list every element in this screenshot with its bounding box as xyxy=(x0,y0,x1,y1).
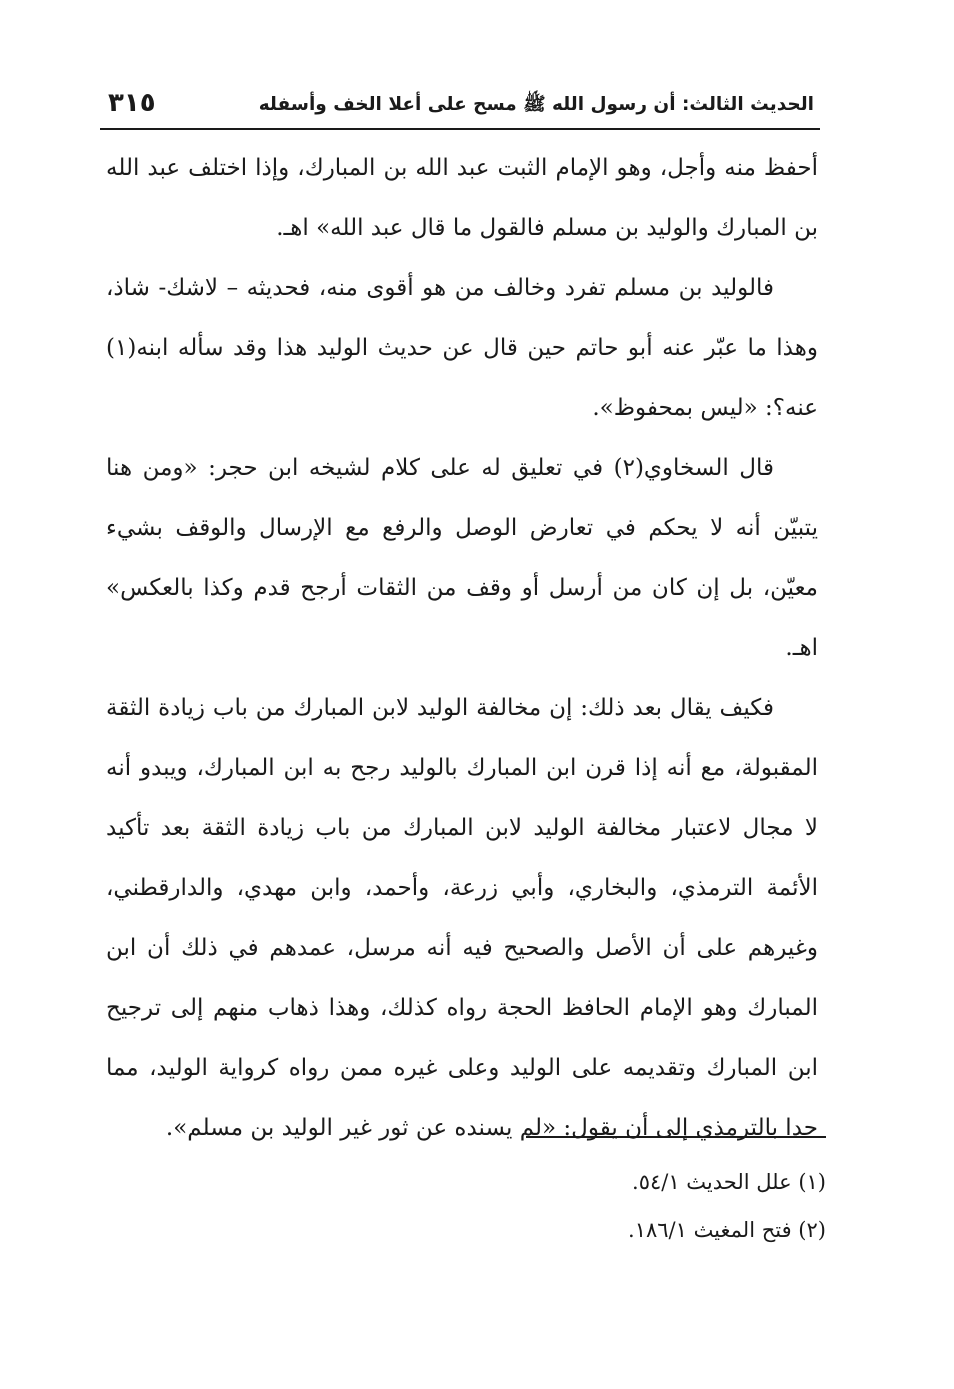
header-title: الحديث الثالث: أن رسول الله ﷺ مسح على أعلا الخف وأسفله xyxy=(258,94,814,115)
page-number: ٣١٥ xyxy=(108,88,156,118)
paragraph-2: فالوليد بن مسلم تفرد وخالف من هو أقوى منه، فحديثه – لاشك- شاذ، وهذا ما عبّر عنه أبو حاتم حين قال عن حديث الوليد هذا وقد سأله ابنه(١) عنه؟: «ليس بمحفوظ». xyxy=(106,275,818,421)
paragraph-3: قال السخاوي(٢) في تعليق له على كلام لشيخه ابن حجر: «ومن هنا يتبيّن أنه لا يحكم في تعارض الوصل والرفع مع الإرسال والوقف بشيء معيّن، بل إن كان من أرسل أو وقف من الثقات أرجح قدم وكذا بالعكس» اهـ. xyxy=(106,455,818,661)
footnote-separator xyxy=(526,1136,826,1138)
paragraph-1: أحفظ منه وأجل، وهو الإمام الثبت عبد الله بن المبارك، وإذا اختلف عبد الله بن المبارك والوليد بن مسلم فالقول ما قال عبد الله» اهـ. xyxy=(106,155,818,241)
paragraph-4: فكيف يقال بعد ذلك: إن مخالفة الوليد لابن المبارك من باب زيادة الثقة المقبولة، مع أنه إذا قرن ابن المبارك بالوليد رجح به ابن المبارك، ويبدو أنه لا مجال لاعتبار مخالفة الوليد لابن المبارك من باب زيادة الثقة بعد تأكيد الأئمة الترمذي، والبخاري، وأبي زرعة، وأحمد، وابن مهدي، والدارقطني، وغيرهم على أن الأصل والصحيح فيه أنه مرسل، عمدهم في ذلك أن ابن المبارك وهو الإمام الحافظ الحجة رواه كذلك، وهذا ذهاب منهم إلى ترجيح ابن المبارك وتقديمه على الوليد وعلى غيره ممن رواه كرواية الوليد، مما حدا بالترمذي إلى أن يقول: «لم يسنده عن ثور غير الوليد بن مسلم». xyxy=(106,695,818,1141)
footnote-1: (١) علل الحديث ٥٤/١. xyxy=(632,1170,826,1194)
footnotes xyxy=(126,1158,826,1254)
running-header xyxy=(100,88,820,130)
main-text xyxy=(106,138,818,1158)
footnote-2: (٢) فتح المغيث ١٨٦/١. xyxy=(628,1218,826,1242)
